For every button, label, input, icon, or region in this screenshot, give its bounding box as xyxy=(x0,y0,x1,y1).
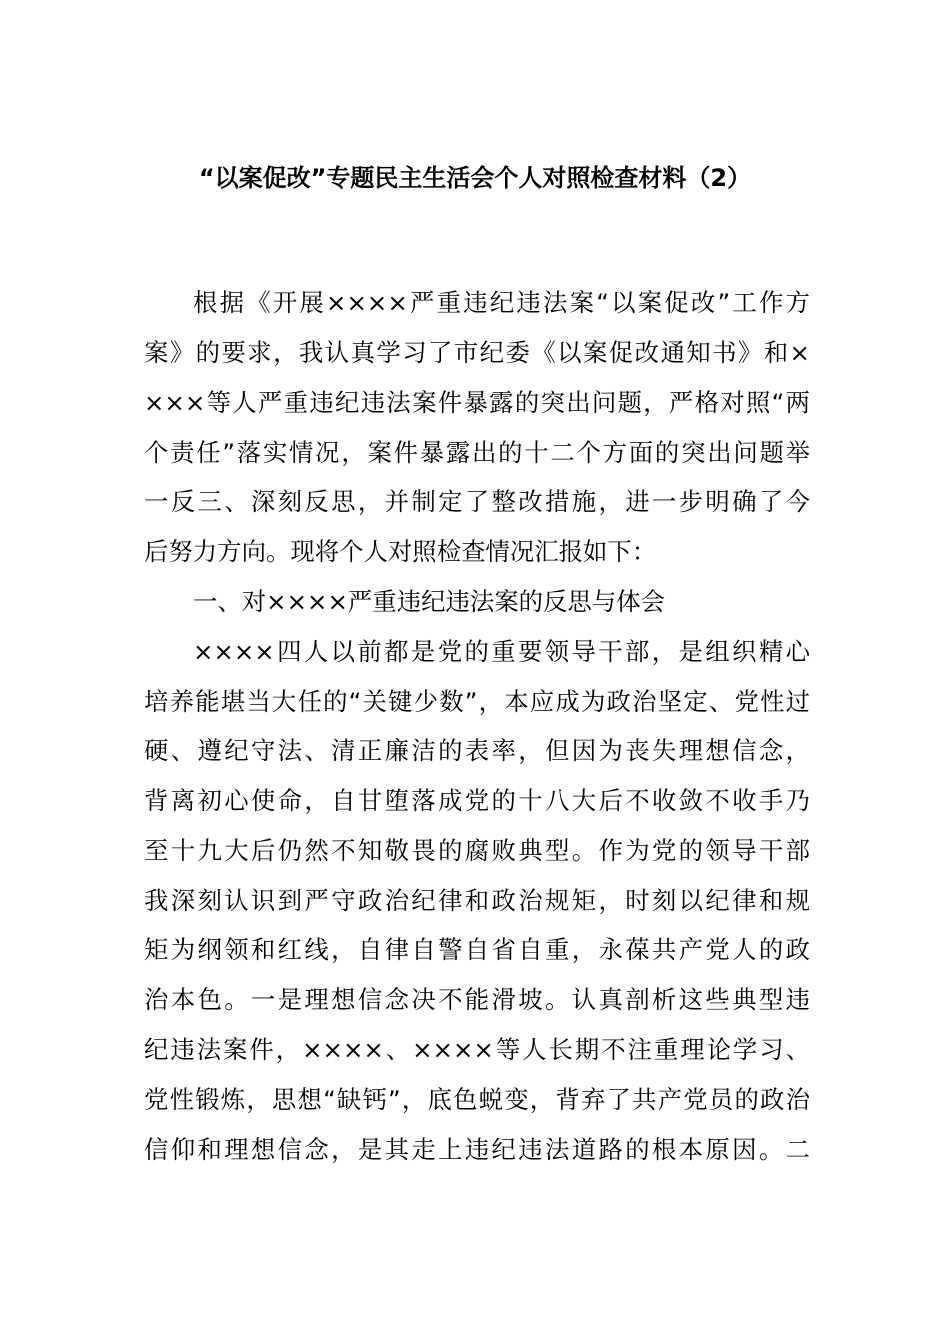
paragraph-line: 硬、遵纪守法、清正廉洁的表率，但因为丧失理想信念， xyxy=(144,736,810,765)
paragraph-line: 一反三、深刻反思，并制定了整改措施，进一步明确了今 xyxy=(144,487,810,516)
paragraph-line: 背离初心使命，自甘堕落成党的十八大后不收敛不收手乃 xyxy=(144,786,810,815)
document-title: “以案促改”专题民主生活会个人对照检查材料（2） xyxy=(198,164,752,192)
paragraph-line: ××××四人以前都是党的重要领导干部，是组织精心 xyxy=(193,637,810,666)
paragraph-line: 根据《开展××××严重违纪违法案“以案促改”工作方 xyxy=(193,288,810,317)
paragraph-line: 至十九大后仍然不知敬畏的腐败典型。作为党的领导干部 xyxy=(144,836,810,865)
paragraph-line: 纪违法案件，××××、××××等人长期不注重理论学习、 xyxy=(144,1035,810,1064)
paragraph-line: 我深刻认识到严守政治纪律和政治规矩，时刻以纪律和规 xyxy=(144,886,810,915)
paragraph-line: 矩为纲领和红线，自律自警自省自重，永葆共产党人的政 xyxy=(144,935,810,964)
paragraph-line: 案》的要求，我认真学习了市纪委《以案促改通知书》和× xyxy=(144,338,810,367)
paragraph-line: 党性锻炼，思想“缺钙”，底色蜕变，背弃了共产党员的政治 xyxy=(144,1085,810,1114)
section-heading: 一、对××××严重违纪违法案的反思与体会 xyxy=(193,587,665,616)
paragraph-line: 个责任”落实情况，案件暴露出的十二个方面的突出问题举 xyxy=(144,438,810,467)
paragraph-line: 信仰和理想信念，是其走上违纪违法道路的根本原因。二 xyxy=(144,1135,810,1164)
paragraph-line: ×××等人严重违纪违法案件暴露的突出问题，严格对照“两 xyxy=(144,388,810,417)
paragraph-line: 后努力方向。现将个人对照检查情况汇报如下： xyxy=(144,537,657,566)
paragraph-line: 治本色。一是理想信念决不能滑坡。认真剖析这些典型违 xyxy=(144,985,810,1014)
paragraph-line: 培养能堪当大任的“关键少数”，本应成为政治坚定、党性过 xyxy=(144,687,810,716)
